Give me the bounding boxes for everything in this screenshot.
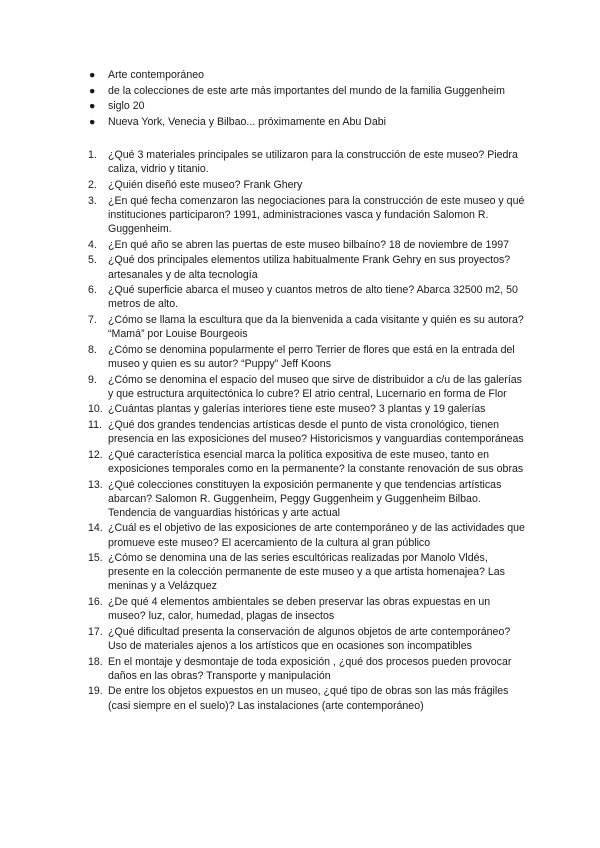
question-text: ¿Cuántas plantas y galerías interiores tiene este museo? 3 plantas y 19 galerías <box>108 403 486 416</box>
question-text: ¿Quién diseñó este museo? Frank Ghery <box>108 179 303 192</box>
question-text: ¿Cómo se llama la escultura que da la bienvenida a cada visitante y quién es su autora? “Mamá” por Louise Bourgeois <box>108 313 524 341</box>
question-text: ¿En qué año se abren las puertas de este museo bilbaíno? 18 de noviembre de 1997 <box>108 238 510 251</box>
question-text: ¿Cómo se denomina una de las series escultóricas realizadas por Manolo Vldés, presente en la colección permanente de este museo y a que artista homenajea? Las meninas y a Velázquez <box>108 552 505 593</box>
question-number: 14. <box>88 522 103 535</box>
question-item <box>0 655 600 683</box>
bullet-text: de la colecciones de este arte más importantes del mundo de la familia Guggenheim <box>108 84 505 97</box>
question-number: 19. <box>88 685 103 698</box>
question-text: ¿Qué dos principales elementos utiliza habitualmente Frank Gehry en sus proyectos? artesanales y de alta tecnología <box>108 254 511 281</box>
question-text: ¿Cómo se denomina el espacio del museo que sirve de distribuidor a c/u de las galerías y que estructura arquitectónica lo cubre? El atrio central, Lucernario en forma de Flor <box>108 373 522 400</box>
question-item <box>0 373 600 401</box>
question-item <box>0 684 600 712</box>
question-item <box>0 313 600 341</box>
question-number: 5. <box>88 254 97 267</box>
question-number: 9. <box>88 373 97 386</box>
question-item <box>0 148 600 176</box>
question-item <box>0 521 600 549</box>
bullet-text: Nueva York, Venecia y Bilbao... próximamente en Abu Dabi <box>108 115 386 128</box>
question-number: 15. <box>88 552 103 565</box>
question-item <box>0 448 600 476</box>
question-item <box>0 194 600 236</box>
question-item <box>0 418 600 446</box>
question-number: 12. <box>88 448 103 461</box>
question-item <box>0 283 600 311</box>
question-number: 8. <box>88 343 97 356</box>
bullet-dot-icon: ● <box>89 69 96 81</box>
bullet-text: Arte contemporáneo <box>108 69 204 81</box>
question-text: ¿En qué fecha comenzaron las negociaciones para la construcción de este museo y qué instituciones participaron? 1991, administraciones vasca y fundación Salomon R. Guggenheim. <box>108 194 525 236</box>
question-text: ¿Qué dos grandes tendencias artísticas desde el punto de vista cronológico, tienen presencia en las exposiciones del museo? Historicismos y vanguardias contemporáneas <box>108 419 524 446</box>
question-text: ¿Qué característica esencial marca la política expositiva de este museo, tanto en exposiciones temporales como en la permanente? la constante renovación de sus obras <box>108 448 524 475</box>
question-item <box>0 551 600 593</box>
question-item <box>0 343 600 371</box>
question-text: ¿Cuál es el objetivo de las exposiciones de arte contemporáneo y de las actividades que promueve este museo? El acercamiento de la cultura al gran público <box>108 522 525 549</box>
bullet-dot-icon: ● <box>89 115 96 128</box>
question-item <box>0 253 600 281</box>
question-number: 2. <box>88 179 97 192</box>
question-text: En el montaje y desmontaje de toda exposición , ¿qué dos procesos pueden provocar daños en las obras? Transporte y manipulación <box>108 655 512 682</box>
bullet-item <box>0 84 600 100</box>
question-number: 6. <box>88 284 97 297</box>
bullet-dot-icon: ● <box>89 84 96 97</box>
question-text: ¿Qué 3 materiales principales se utilizaron para la construcción de este museo? Piedra caliza, vidrio y titanio. <box>108 149 518 176</box>
question-text: ¿Cómo se denomina popularmente el perro Terrier de flores que está en la entrada del museo y quien es su autor? “Puppy” Jeff Koons <box>108 343 515 370</box>
question-text: ¿Qué dificultad presenta la conservación de algunos objetos de arte contemporáneo? Uso de materiales ajenos a los artísticos que en ocasiones son incompatibles <box>108 625 511 652</box>
question-list <box>0 148 600 712</box>
question-item <box>0 178 600 192</box>
question-number: 1. <box>88 149 97 162</box>
question-number: 13. <box>88 478 103 491</box>
bullet-dot-icon: ● <box>89 100 96 113</box>
question-item <box>0 402 600 416</box>
question-text: De entre los objetos expuestos en un museo, ¿qué tipo de obras son las más frágiles (casi siempre en el suelo)? Las instalaciones (arte contemporáneo) <box>108 685 509 712</box>
bullet-item <box>0 68 600 84</box>
question-number: 18. <box>88 655 103 668</box>
question-item <box>0 595 600 623</box>
question-text: ¿Qué colecciones constituyen la exposición permanente y que tendencias artísticas abarcan? Salomon R. Guggenheim, Peggy Guggenheim y Guggenheim Bilbao. Tendencia de vanguardias históricas y arte actual <box>108 478 502 519</box>
question-number: 7. <box>88 313 97 326</box>
question-number: 10. <box>88 403 103 416</box>
question-number: 16. <box>88 596 103 609</box>
bullet-item <box>0 99 600 115</box>
question-text: ¿Qué superficie abarca el museo y cuantos metros de alto tiene? Abarca 32500 m2, 50 metros de alto. <box>108 284 518 311</box>
question-item <box>0 625 600 653</box>
question-number: 11. <box>88 419 102 431</box>
bullet-list <box>0 68 600 130</box>
question-number: 4. <box>88 238 97 251</box>
question-item <box>0 238 600 252</box>
bullet-item <box>0 115 600 131</box>
question-number: 3. <box>88 194 97 207</box>
question-item <box>0 478 600 520</box>
question-number: 17. <box>88 625 103 638</box>
question-text: ¿De qué 4 elementos ambientales se deben preservar las obras expuestas en un museo? luz, calor, humedad, plagas de insectos <box>108 596 491 623</box>
bullet-text: siglo 20 <box>108 100 145 113</box>
